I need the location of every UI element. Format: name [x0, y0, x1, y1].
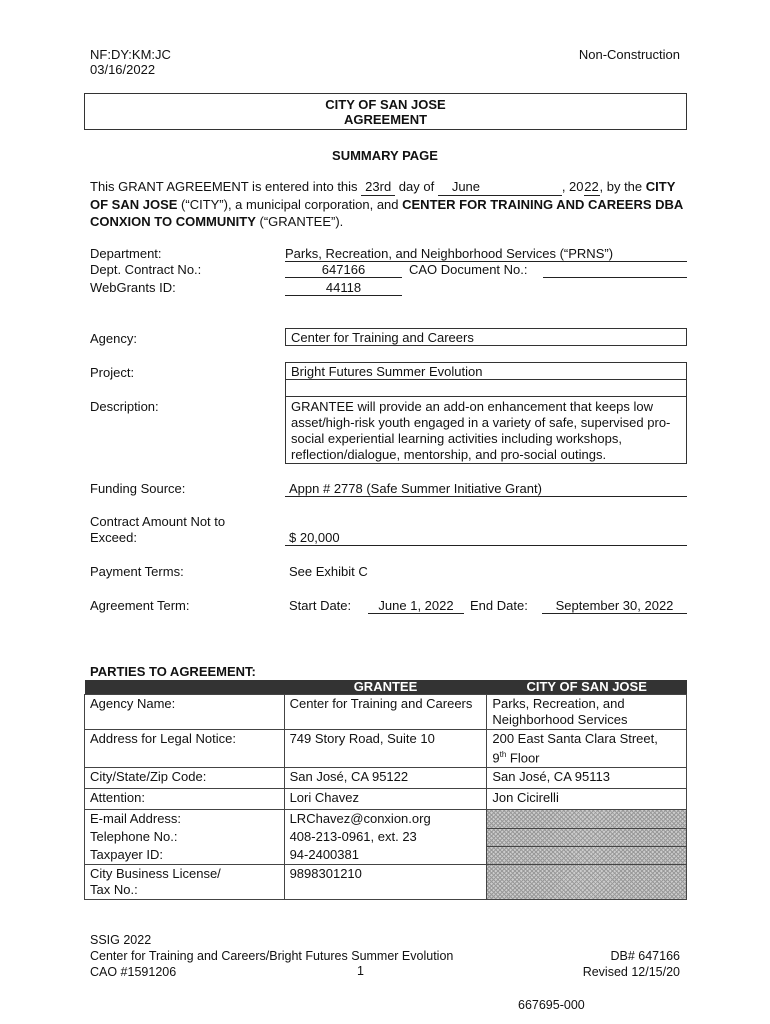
city-attention: Jon Cicirelli	[487, 789, 687, 810]
project-value: Bright Futures Summer Evolution	[285, 362, 687, 380]
footer-right	[583, 948, 680, 980]
address-label: Address for Legal Notice:	[85, 730, 285, 768]
description-label: Description:	[90, 399, 159, 414]
end-value: September 30, 2022	[542, 598, 687, 614]
city-name: CITY OF SAN JOSE	[90, 179, 676, 212]
phone-label: Telephone No.:	[85, 828, 285, 846]
taxpayer-label: Taxpayer ID:	[85, 846, 285, 865]
grantee-csz: San José, CA 95122	[284, 768, 487, 789]
footer-line2: Center for Training and Careers/Bright Futures Summer Evolution	[90, 949, 454, 963]
intro-text: , by the	[599, 179, 646, 194]
end-label: End Date:	[470, 598, 528, 613]
city-license-blocked	[487, 865, 687, 900]
intro-text: This GRANT AGREEMENT is entered into this	[90, 179, 362, 194]
department-value: Parks, Recreation, and Neighborhood Services (“PRNS”)	[285, 246, 687, 262]
project-extra-box	[285, 379, 687, 397]
email-label: E-mail Address:	[85, 810, 285, 829]
attention-label: Attention:	[85, 789, 285, 810]
col-grantee: GRANTEE	[284, 680, 487, 695]
title-line2: AGREEMENT	[343, 112, 428, 127]
grantee-license: 9898301210	[284, 865, 487, 900]
footer-line3: CAO #1591206	[90, 965, 177, 979]
table-row	[85, 695, 687, 730]
amount-label	[90, 514, 225, 546]
table-row	[85, 730, 687, 768]
month-field: June	[438, 178, 562, 196]
funding-value: Appn # 2778 (Safe Summer Initiative Grant)	[285, 481, 687, 497]
summary-heading: SUMMARY PAGE	[332, 148, 438, 163]
grantee-phone: 408-213-0961, ext. 23	[284, 828, 487, 846]
title-box	[84, 93, 687, 130]
city-csz: San José, CA 95113	[487, 768, 687, 789]
grantee-attention: Lori Chavez	[284, 789, 487, 810]
col-city: CITY OF SAN JOSE	[487, 680, 687, 695]
license-label-line1: City Business License/	[90, 866, 221, 882]
intro-text: day of	[395, 179, 438, 194]
parties-heading: PARTIES TO AGREEMENT:	[90, 664, 256, 679]
grantee-name: CENTER FOR TRAINING AND CAREERS DBA CONXION TO COMMUNITY	[90, 197, 683, 229]
intro-paragraph	[90, 178, 690, 230]
department-label: Department:	[90, 246, 162, 261]
title-line1: CITY OF SAN JOSE	[325, 97, 446, 112]
license-label-line2: Tax No.:	[90, 882, 138, 898]
page-number: 1	[357, 964, 364, 978]
contract-value: 647166	[285, 262, 402, 278]
csz-label: City/State/Zip Code:	[85, 768, 285, 789]
table-row	[85, 810, 687, 829]
footer-line1: SSIG 2022	[90, 933, 152, 947]
payment-label: Payment Terms:	[90, 564, 184, 579]
header-type: Non-Construction	[578, 47, 680, 62]
intro-text: , 20	[561, 179, 584, 194]
start-value: June 1, 2022	[368, 598, 464, 614]
grantee-email: LRChavez@conxion.org	[284, 810, 487, 829]
city-phone-blocked	[487, 828, 687, 846]
webgrants-label: WebGrants ID:	[90, 280, 176, 295]
intro-text: (“GRANTEE”).	[255, 214, 344, 229]
table-row	[85, 846, 687, 865]
city-address-line1: 200 East Santa Clara Street,	[492, 731, 658, 746]
city-address-sup: th	[499, 750, 507, 759]
description-value: GRANTEE will provide an add-on enhancement that keeps low asset/high-risk youth engaged in a variety of safe, supervised pro-social experiential learning activities including workshops, reflection/dialogue, mentorship, and pro-social outings.	[285, 396, 687, 464]
city-address-floor: 9	[492, 750, 500, 766]
table-row	[85, 865, 687, 900]
footer-left	[90, 932, 453, 980]
header-initials: NF:DY:KM:JC	[90, 47, 171, 62]
contract-label: Dept. Contract No.:	[90, 262, 202, 277]
city-address-line2: Floor	[506, 750, 540, 766]
cao-label: CAO Document No.:	[409, 262, 528, 277]
agency-value: Center for Training and Careers	[285, 328, 687, 346]
start-label: Start Date:	[289, 598, 352, 613]
year-field: 22	[584, 179, 599, 194]
payment-value: See Exhibit C	[289, 564, 368, 579]
webgrants-value: 44118	[285, 280, 402, 296]
cao-value	[543, 262, 687, 278]
header-date: 03/16/2022	[90, 62, 156, 77]
footer-db: DB# 647166	[610, 949, 680, 963]
agency-name-label: Agency Name:	[85, 695, 285, 730]
parties-table	[84, 680, 687, 900]
agency-label: Agency:	[90, 331, 137, 346]
city-address	[487, 730, 687, 768]
grantee-taxpayer: 94-2400381	[284, 846, 487, 865]
amount-label-line1: Contract Amount Not to	[90, 514, 226, 529]
table-row	[85, 828, 687, 846]
table-header-row	[85, 680, 687, 695]
amount-label-line2: Exceed:	[90, 530, 137, 545]
funding-label: Funding Source:	[90, 481, 186, 496]
grantee-agency: Center for Training and Careers	[284, 695, 487, 730]
header-left	[90, 47, 171, 77]
table-row	[85, 789, 687, 810]
footer-doc-no: 667695-000	[518, 998, 585, 1012]
amount-value: $ 20,000	[285, 530, 687, 546]
city-taxpayer-blocked	[487, 846, 687, 865]
city-email-blocked	[487, 810, 687, 829]
term-label: Agreement Term:	[90, 598, 190, 613]
table-row	[85, 768, 687, 789]
table-header-blank	[85, 680, 285, 695]
day-field: 23rd	[361, 178, 395, 196]
city-agency: Parks, Recreation, and Neighborhood Services	[487, 695, 687, 730]
project-label: Project:	[90, 365, 135, 380]
footer-revised: Revised 12/15/20	[582, 965, 680, 979]
license-label	[85, 865, 285, 900]
intro-text: (“CITY”), a municipal corporation, and	[177, 197, 403, 212]
grantee-address: 749 Story Road, Suite 10	[284, 730, 487, 768]
